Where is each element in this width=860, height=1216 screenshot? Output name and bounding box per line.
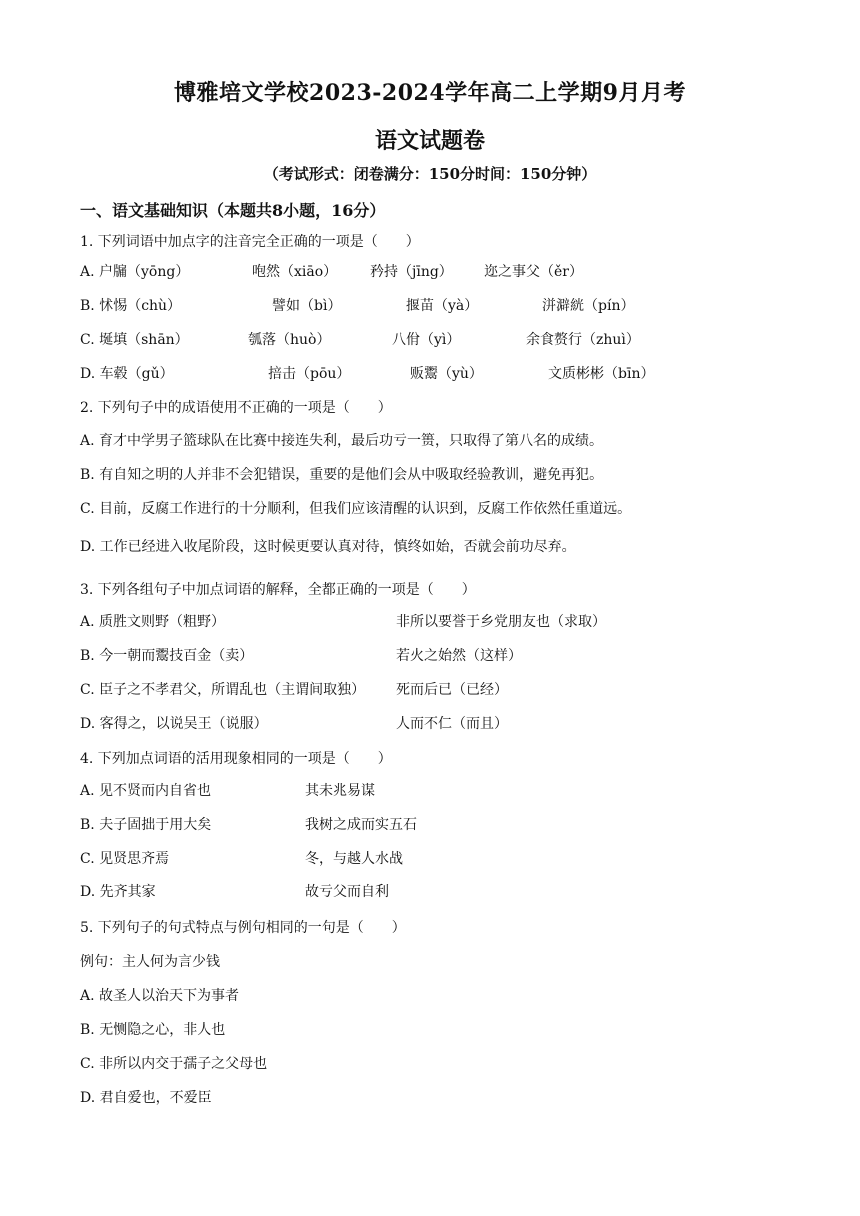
q2-stem: 2. 下列句子中的成语使用不正确的一项是（ ）: [80, 400, 392, 416]
exam-subtitle: 语文试题卷: [374, 128, 485, 154]
exam-title: 博雅培文学校2023-2024学年高二上学期9月月考: [174, 80, 686, 106]
q3-option-a2: 非所以要誉于乡党朋友也（求取）: [396, 614, 606, 630]
q3-option-c1: C. 臣子之不孝君父，所谓乱也（主谓间取独）: [80, 682, 366, 698]
q5-option-c: C. 非所以内交于孺子之父母也: [80, 1056, 268, 1072]
q3-option-a1: A. 质胜文则野（粗野）: [80, 614, 226, 630]
q4-option-b2: 我树之成而实五石: [305, 817, 417, 833]
q4-option-d2: 故亏父而自利: [305, 884, 389, 900]
q3-option-c2: 死而后已（已经）: [396, 682, 508, 698]
q1-option-d1: D. 车毂（gǔ）: [80, 366, 174, 382]
q1-option-b1: B. 怵惕（chù）: [80, 298, 182, 314]
q5-example: 例句：主人何为言少钱: [80, 954, 220, 970]
q3-option-b1: B. 今一朝而鬻技百金（卖）: [80, 648, 254, 664]
q5-option-b: B. 无恻隐之心，非人也: [80, 1022, 226, 1038]
q1-option-a4: 迩之事父（ěr）: [484, 264, 583, 280]
q3-option-d1: D. 客得之，以说吴王（说服）: [80, 716, 268, 732]
q2-option-c: C. 目前，反腐工作进行的十分顺利，但我们应该清醒的认识到，反腐工作依然任重道远。: [80, 501, 632, 517]
q5-option-a: A. 故圣人以治天下为事者: [80, 988, 240, 1004]
q4-option-c2: 冬，与越人水战: [305, 851, 403, 867]
q4-option-a1: A. 见不贤而内自省也: [80, 783, 212, 799]
q3-stem: 3. 下列各组句子中加点词语的解释，全都正确的一项是（ ）: [80, 582, 476, 598]
q1-option-a2: 咆然（xiāo）: [252, 264, 338, 280]
q1-option-b2: 譬如（bì）: [272, 298, 342, 314]
q1-option-a3: 矜持（jīng）: [370, 264, 453, 280]
q1-option-d4: 文质彬彬（bīn）: [548, 366, 655, 382]
q2-option-d: D. 工作已经进入收尾阶段，这时候更要认真对待，慎终如始，否就会前功尽弃。: [80, 539, 576, 555]
q3-option-d2: 人而不仁（而且）: [396, 716, 508, 732]
q1-option-d2: 掊击（pōu）: [268, 366, 351, 382]
q3-option-b2: 若火之始然（这样）: [396, 648, 522, 664]
section-title: 一、语文基础知识（本题共8小题，16分）: [80, 201, 386, 220]
q4-option-a2: 其未兆易谋: [305, 783, 375, 799]
q1-stem: 1. 下列词语中加点字的注音完全正确的一项是（ ）: [80, 234, 420, 250]
q4-stem: 4. 下列加点词语的活用现象相同的一项是（ ）: [80, 751, 392, 767]
q1-option-c3: 八佾（yì）: [392, 332, 461, 348]
q5-option-d: D. 君自爱也，不爱臣: [80, 1090, 212, 1106]
q2-option-b: B. 有自知之明的人并非不会犯错误，重要的是他们会从中吸取经验教训，避免再犯。: [80, 467, 604, 483]
q1-option-c1: C. 埏填（shān）: [80, 332, 189, 348]
q4-option-b1: B. 夫子固拙于用大矣: [80, 817, 212, 833]
q1-option-c2: 瓠落（huò）: [248, 332, 331, 348]
q1-option-c4: 余食赘行（zhuì）: [526, 332, 640, 348]
q1-option-d3: 贩鬻（yù）: [410, 366, 483, 382]
q1-option-b4: 洴澼絖（pín）: [542, 298, 635, 314]
q4-option-d1: D. 先齐其家: [80, 884, 156, 900]
q1-option-a1: A. 户牖（yōng）: [80, 264, 190, 280]
exam-info: （考试形式：闭卷满分：150分时间：150分钟）: [263, 165, 597, 183]
q4-option-c1: C. 见贤思齐焉: [80, 851, 170, 867]
q1-option-b3: 揠苗（yà）: [406, 298, 479, 314]
q5-stem: 5. 下列句子的句式特点与例句相同的一句是（ ）: [80, 920, 406, 936]
q2-option-a: A. 育才中学男子篮球队在比赛中接连失利，最后功亏一篑，只取得了第八名的成绩。: [80, 433, 604, 449]
